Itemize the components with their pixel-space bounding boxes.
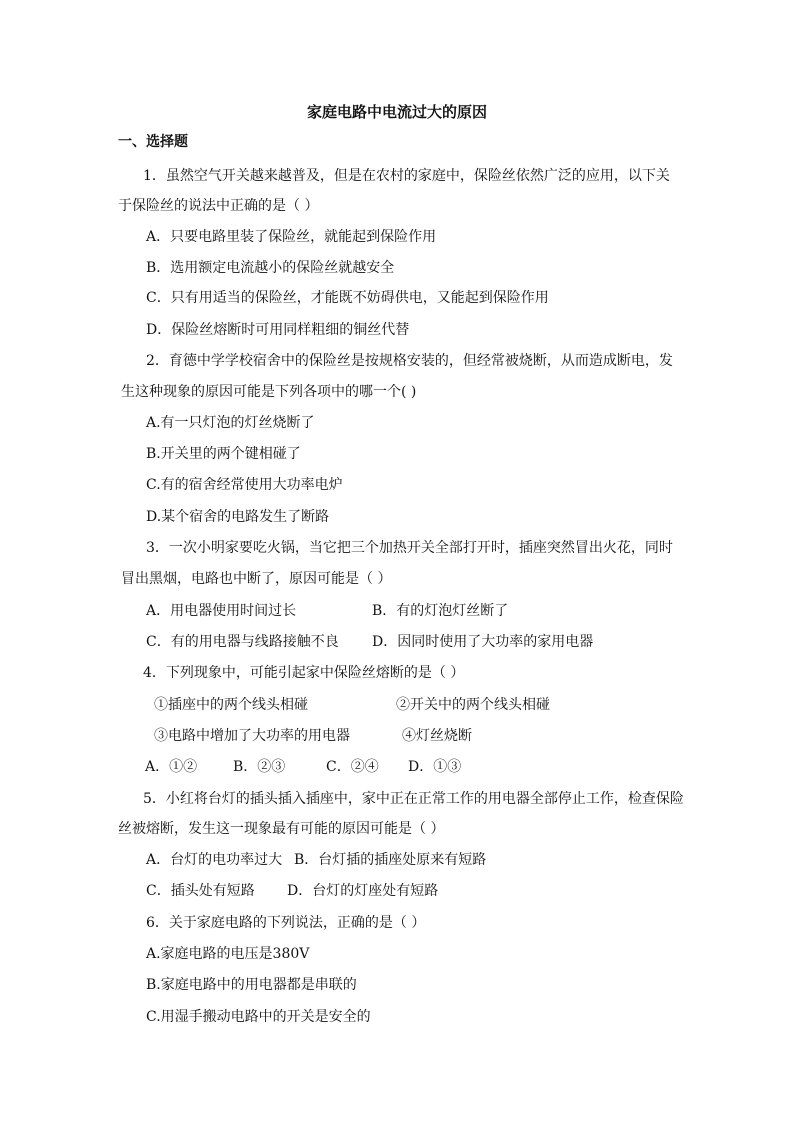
question-3-option-b: B．有的灯泡灯丝断了 (372, 603, 509, 619)
question-4-item-1: ①插座中的两个线头相碰 (154, 697, 308, 713)
question-5-line-2: 丝被熔断，发生这一现象最有可能的原因可能是（ ） (118, 821, 445, 837)
question-5-option-c: C．插头处有短路 (146, 883, 255, 899)
question-4-item-2: ②开关中的两个线头相碰 (396, 697, 550, 713)
question-2-option-c: C.有的宿舍经常使用大功率电炉 (146, 477, 343, 493)
question-4-line-1: 4．下列现象中，可能引起家中保险丝熔断的是（ ） (143, 665, 465, 681)
question-4-option-b: B．②③ (233, 759, 286, 775)
question-4-option-c: C．②④ (326, 759, 379, 775)
question-6-option-b: B.家庭电路中的用电器都是串联的 (146, 977, 357, 993)
question-3-option-d: D．因同时使用了大功率的家用电器 (372, 634, 594, 650)
question-4-item-4: ④灯丝烧断 (402, 728, 472, 744)
question-1-option-c: C．只有用适当的保险丝，才能既不妨碍供电，又能起到保险作用 (146, 290, 549, 306)
question-4-item-3: ③电路中增加了大功率的用电器 (154, 728, 350, 744)
page-title: 家庭电路中电流过大的原因 (306, 103, 487, 121)
question-5-line-1: 5．小红将台灯的插头插入插座中，家中正在正常工作的用电器全部停止工作，检查保险 (143, 791, 684, 807)
question-2-option-b: B.开关里的两个键相碰了 (146, 446, 301, 462)
question-2-line-2: 生这种现象的原因可能是下列各项中的哪一个( ) (121, 384, 417, 400)
question-1-option-d: D．保险丝熔断时可用同样粗细的铜丝代替 (146, 322, 410, 338)
question-3-option-c: C．有的用电器与线路接触不良 (146, 634, 339, 650)
question-6-line-1: 6．关于家庭电路的下列说法，正确的是（ ） (146, 915, 426, 931)
question-1-line-2: 于保险丝的说法中正确的是（ ） (118, 198, 319, 214)
question-2-line-1: 2．育德中学学校宿舍中的保险丝是按规格安装的，但经常被烧断，从而造成断电，发 (146, 353, 673, 369)
question-5-option-b: B．台灯插的插座处原来有短路 (294, 852, 487, 868)
question-2-option-a: A.有一只灯泡的灯丝烧断了 (146, 415, 315, 431)
question-4-option-d: D．①③ (408, 759, 462, 775)
question-5-option-a: A．台灯的电功率过大 (146, 852, 283, 868)
section-heading: 一、选择题 (118, 134, 188, 150)
question-3-option-a: A．用电器使用时间过长 (146, 603, 297, 619)
question-6-option-a: A.家庭电路的电压是380V (146, 946, 310, 962)
question-5-option-d: D．台灯的灯座处有短路 (287, 883, 439, 899)
question-1-option-b: B．选用额定电流越小的保险丝就越安全 (146, 260, 395, 276)
question-2-option-d: D.某个宿舍的电路发生了断路 (146, 509, 330, 525)
question-1-option-a: A．只要电路里装了保险丝，就能起到保险作用 (146, 229, 437, 245)
question-4-option-a: A．①② (145, 759, 198, 775)
question-1-line-1: 1．虽然空气开关越来越普及，但是在农村的家庭中，保险丝依然广泛的应用，以下关 (143, 168, 670, 184)
question-3-line-1: 3．一次小明家要吃火锅，当它把三个加热开关全部打开时，插座突然冒出火花，同时 (146, 540, 673, 556)
question-3-line-2: 冒出黑烟，电路也中断了，原因可能是（ ） (121, 571, 392, 587)
question-6-option-c: C.用湿手搬动电路中的开关是安全的 (146, 1009, 371, 1025)
